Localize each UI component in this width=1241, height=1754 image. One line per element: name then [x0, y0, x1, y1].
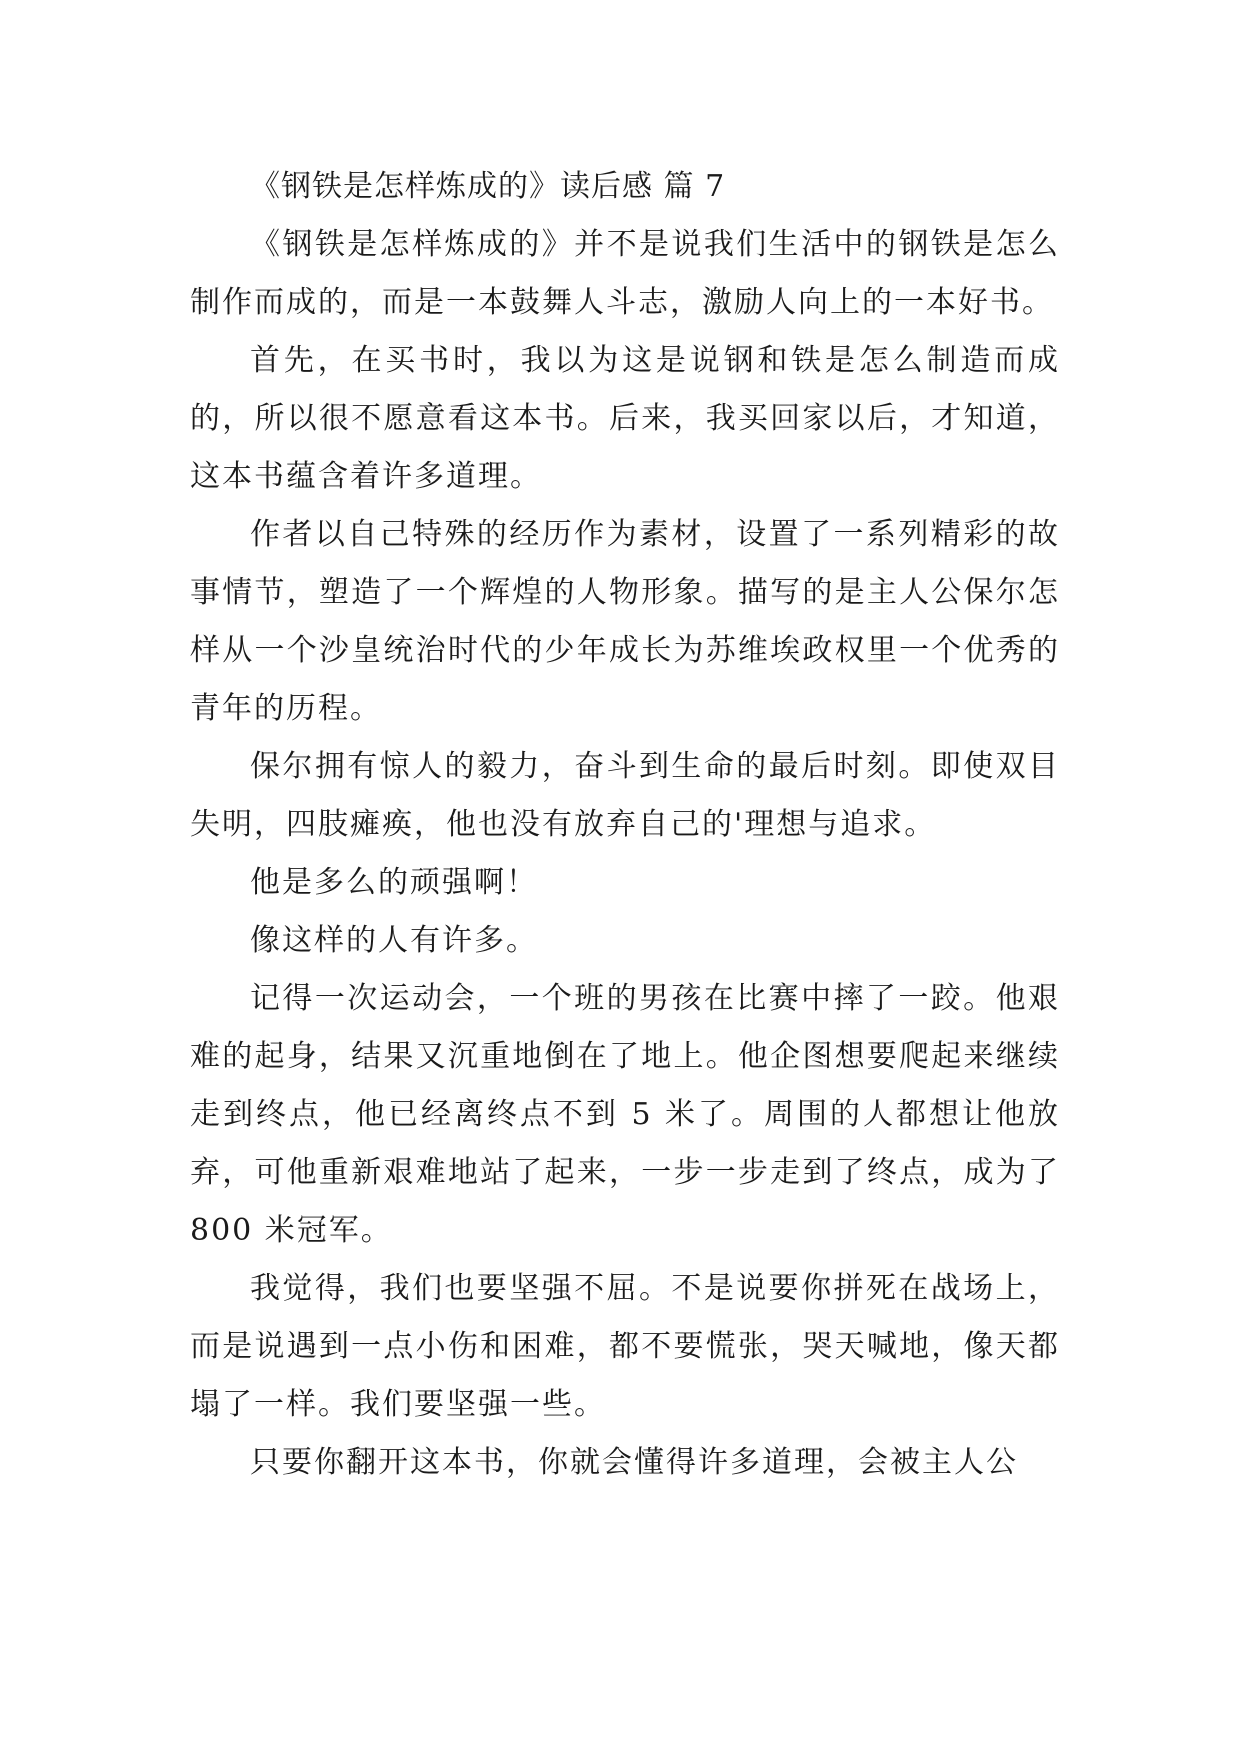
- paragraph: 记得一次运动会，一个班的男孩在比赛中摔了一跤。他艰难的起身，结果又沉重地倒在了地上。他企图想要爬起来继续走到终点，他已经离终点不到 5 米了。周围的人都想让他放弃，可他重新艰难地站了起来，一步一步走到了终点，成为了 800 米冠军。: [190, 981, 1060, 1248]
- paragraph: 只要你翻开这本书，你就会懂得许多道理，会被主人公: [250, 1445, 1018, 1480]
- section-title: 《钢铁是怎样炼成的》读后感 篇 7: [250, 169, 726, 204]
- paragraph: 我觉得，我们也要坚强不屈。不是说要你拼死在战场上，而是说遇到一点小伤和困难，都不要慌张，哭天喊地，像天都塌了一样。我们要坚强一些。: [190, 1271, 1060, 1422]
- paragraph: 首先，在买书时，我以为这是说钢和铁是怎么制造而成的，所以很不愿意看这本书。后来，我买回家以后，才知道，这本书蕴含着许多道理。: [190, 343, 1060, 494]
- paragraph: 保尔拥有惊人的毅力，奋斗到生命的最后时刻。即使双目失明，四肢瘫痪，他也没有放弃自己的'理想与追求。: [190, 749, 1060, 842]
- paragraph: 像这样的人有许多。: [250, 923, 538, 958]
- paragraph: 他是多么的顽强啊！: [250, 865, 538, 900]
- document-body: [190, 158, 1060, 1492]
- paragraph: 作者以自己特殊的经历作为素材，设置了一系列精彩的故事情节，塑造了一个辉煌的人物形象。描写的是主人公保尔怎样从一个沙皇统治时代的少年成长为苏维埃政权里一个优秀的青年的历程。: [190, 517, 1060, 726]
- paragraph: 《钢铁是怎样炼成的》并不是说我们生活中的钢铁是怎么制作而成的，而是一本鼓舞人斗志，激励人向上的一本好书。: [190, 227, 1060, 320]
